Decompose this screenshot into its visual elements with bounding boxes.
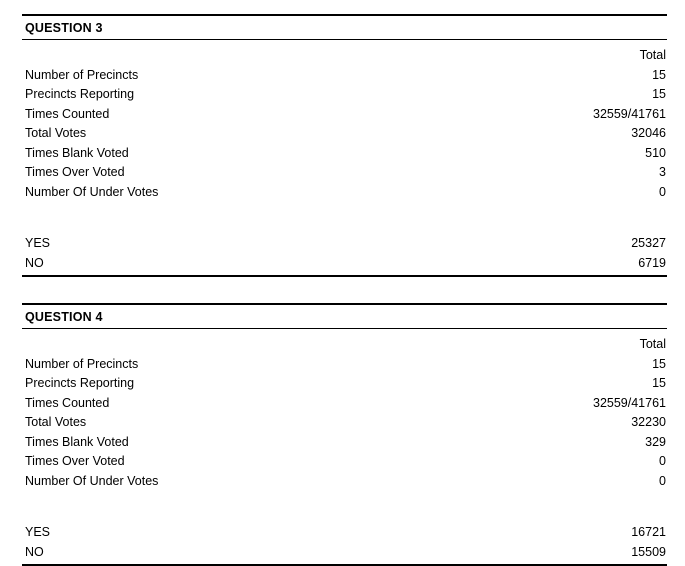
- stat-label: Times Over Voted: [25, 165, 125, 179]
- result-label: NO: [25, 255, 44, 270]
- stat-value: 15: [652, 376, 666, 390]
- stat-label: Number Of Under Votes: [25, 473, 159, 488]
- stat-value: 0: [659, 454, 666, 468]
- stat-row: [22, 163, 667, 183]
- stat-value: 3: [659, 165, 666, 179]
- stat-label: Precincts Reporting: [25, 376, 135, 390]
- stat-value: 510: [645, 145, 666, 160]
- stat-label: Times Blank Voted: [25, 145, 129, 160]
- result-label: YES: [25, 525, 51, 539]
- stat-row: [22, 413, 667, 433]
- contest-title: QUESTION 4: [22, 305, 667, 329]
- stat-label: Number of Precincts: [25, 356, 139, 371]
- contest-title: QUESTION 3: [22, 16, 667, 40]
- stat-label: Total Votes: [25, 126, 87, 140]
- stat-value: 32230: [631, 415, 666, 429]
- contest-block-question-4: [22, 303, 667, 566]
- stat-row: [22, 66, 667, 86]
- result-value: 6719: [638, 255, 666, 270]
- stat-row: [22, 124, 667, 144]
- contest-results: [22, 234, 667, 275]
- stat-value: 15: [652, 67, 666, 82]
- stat-value: 15: [652, 87, 666, 101]
- stat-label: Total Votes: [25, 415, 87, 429]
- contest-statistics: [22, 40, 667, 202]
- stat-row: [22, 105, 667, 125]
- stat-row: [22, 374, 667, 394]
- stat-row: [22, 144, 667, 164]
- stat-label: Times Counted: [25, 106, 110, 121]
- stat-label: Times Counted: [25, 395, 110, 410]
- result-label: NO: [25, 544, 44, 559]
- section-gap: [22, 491, 667, 523]
- stat-row: [22, 85, 667, 105]
- stat-row: [22, 183, 667, 203]
- stat-value: 32559/41761: [593, 395, 666, 410]
- stat-value: 0: [659, 184, 666, 199]
- column-header-row: [22, 335, 667, 355]
- contest-results: [22, 523, 667, 564]
- stat-label: Number of Precincts: [25, 67, 139, 82]
- stat-row: [22, 355, 667, 375]
- stat-value: 32046: [631, 126, 666, 140]
- stat-label: Times Blank Voted: [25, 434, 129, 449]
- result-value: 15509: [631, 544, 666, 559]
- block-bottom-rule: [22, 275, 667, 277]
- column-header-total: Total: [639, 337, 666, 351]
- result-row: [22, 523, 667, 543]
- result-label: YES: [25, 236, 51, 250]
- stat-value: 32559/41761: [593, 106, 666, 121]
- contest-block-question-3: [22, 14, 667, 277]
- section-gap: [22, 202, 667, 234]
- stat-row: [22, 472, 667, 492]
- stat-label: Times Over Voted: [25, 454, 125, 468]
- result-value: 25327: [631, 236, 666, 250]
- contest-statistics: [22, 329, 667, 491]
- stat-label: Number Of Under Votes: [25, 184, 159, 199]
- column-header-total: Total: [639, 48, 666, 62]
- result-value: 16721: [631, 525, 666, 539]
- column-header-row: [22, 46, 667, 66]
- stat-value: 0: [659, 473, 666, 488]
- result-row: [22, 543, 667, 564]
- stat-row: [22, 452, 667, 472]
- result-row: [22, 234, 667, 254]
- stat-row: [22, 394, 667, 414]
- stat-value: 329: [645, 434, 666, 449]
- stat-value: 15: [652, 356, 666, 371]
- stat-row: [22, 433, 667, 453]
- result-row: [22, 254, 667, 275]
- stat-label: Precincts Reporting: [25, 87, 135, 101]
